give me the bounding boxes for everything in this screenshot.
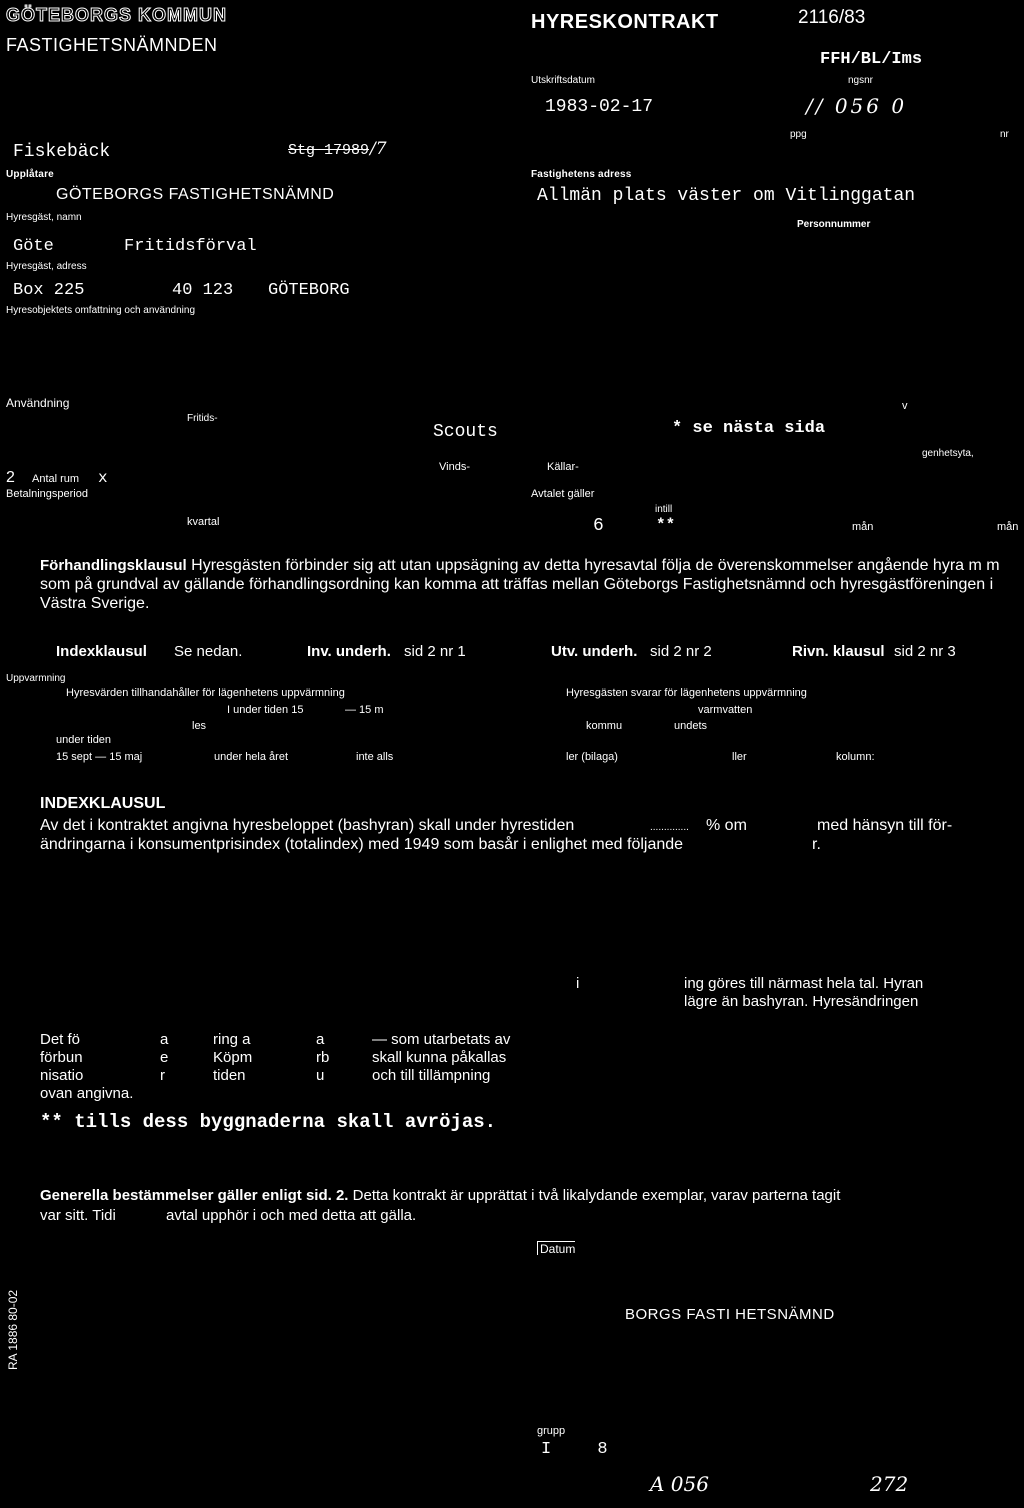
- index-col1-line: ovan angivna.: [40, 1085, 134, 1102]
- usage-scouts: Scouts: [433, 422, 498, 442]
- rooms-label: Antal rum: [32, 473, 80, 485]
- index-col1-line: nisatio: [40, 1067, 84, 1084]
- heating-whole-year: under hela året: [214, 751, 288, 763]
- vinds-label: Vinds-: [439, 461, 470, 473]
- handwritten-code-b: 272: [870, 1472, 909, 1496]
- tenant-name-first: Göte: [13, 237, 54, 256]
- heating-ller: ller: [732, 751, 747, 763]
- index-col5-line: skall kunna påkallas: [372, 1049, 507, 1066]
- handwritten-number: // 056 0: [806, 94, 908, 118]
- rivn-label: Rivn. klausul: [792, 643, 885, 660]
- heating-tenant: Hyresgästen svarar för lägenhetens uppvärmning: [566, 687, 807, 699]
- org-name: GÖTEBORGS KOMMUN: [6, 5, 227, 25]
- usage-note: * se nästa sida: [672, 419, 826, 438]
- heating-kommu: kommu: [586, 720, 623, 732]
- index-col5: [372, 1031, 510, 1085]
- heating-kolumn: kolumn:: [836, 751, 875, 763]
- index-col2: [160, 1031, 168, 1085]
- index-col5-line: och till tillämpning: [372, 1067, 491, 1084]
- months-stars: **: [656, 516, 676, 534]
- kvartal-label: kvartal: [187, 516, 220, 528]
- grupp-label: grupp: [537, 1425, 566, 1437]
- index-line1-a: Av det i kontraktet angivna hyresbeloppet (bashyran) skall under hyrestiden: [40, 817, 575, 834]
- intill-label: intill: [655, 504, 673, 515]
- index-clause-value: Se nedan.: [174, 643, 243, 660]
- index-fragment-i: i: [576, 975, 580, 992]
- general-text-a: Detta kontrakt är upprättat i två likalydande exemplar, varav parterna tagit: [352, 1187, 841, 1204]
- index-col4: [316, 1031, 329, 1085]
- index-clause-label: Indexklausul: [56, 643, 147, 660]
- index-col2-line: e: [160, 1049, 169, 1066]
- index-heading: INDEXKLAUSUL: [40, 795, 166, 812]
- index-dots: ..............: [650, 822, 689, 833]
- rivn-value: sid 2 nr 3: [894, 643, 956, 660]
- heating-under-tiden: under tiden: [56, 734, 112, 746]
- tenant-name-label: Hyresgäst, namn: [6, 212, 82, 223]
- negotiation-clause: [40, 556, 1018, 613]
- heating-not-at-all: inte alls: [356, 751, 394, 763]
- heating-bilaga: ler (bilaga): [566, 751, 618, 763]
- index-line1-b: % om: [706, 817, 747, 834]
- fritids-label: Fritids-: [187, 413, 218, 424]
- heating-les: les: [192, 720, 207, 732]
- index-col1-line: Det fö: [40, 1031, 81, 1048]
- general-label: Generella bestämmelser gäller enligt sid. 2.: [40, 1187, 349, 1204]
- tenant-zip: 40 123: [172, 281, 234, 300]
- heating-undets: undets: [674, 720, 708, 732]
- index-line2-b: r.: [812, 836, 821, 853]
- inv-value: sid 2 nr 1: [404, 643, 466, 660]
- index-col3-line: Köpm: [213, 1049, 253, 1066]
- general-line1: [40, 1188, 840, 1203]
- print-date-label: Utskriftsdatum: [531, 75, 595, 86]
- signatory: BORGS FASTI HETSNÄMND: [625, 1306, 835, 1323]
- document-title: HYRESKONTRAKT: [531, 11, 719, 33]
- landlord-label: Upplåtare: [6, 169, 54, 180]
- datum-label: Datum: [537, 1241, 575, 1255]
- heating-period: 15 sept — 15 maj: [56, 751, 143, 763]
- struck-text: Stg 17989: [288, 142, 370, 159]
- heating-under-tiden-mid: I under tiden 15: [227, 704, 304, 716]
- index-col4-line: a: [316, 1031, 325, 1048]
- heating-varmvatten: varmvatten: [698, 704, 753, 716]
- typed-note: ** tills dess byggnaderna skall avröjas.: [40, 1111, 497, 1133]
- inv-label: Inv. underh.: [307, 643, 391, 660]
- tenant-city: GÖTEBORG: [268, 281, 350, 300]
- index-line2-a: ändringarna i konsumentprisindex (totalindex) med 1949 som basår i enlighet med följande: [40, 836, 684, 853]
- tenant-box: Box 225: [13, 281, 85, 300]
- index-col2-line: r: [160, 1067, 165, 1084]
- general-text-b: var sitt. Tidi: [40, 1207, 116, 1224]
- org-department: FASTIGHETSNÄMNDEN: [6, 35, 218, 55]
- index-line1-c: med hänsyn till för-: [817, 817, 953, 834]
- general-text-c: avtal upphör i och med detta att gälla.: [166, 1207, 417, 1224]
- reference-code: FFH/BL/Ims: [820, 50, 923, 69]
- valid-label: Avtalet gäller: [531, 488, 595, 500]
- usage-label: Användning: [6, 396, 70, 410]
- heating-label: Uppvarmning: [6, 673, 66, 684]
- personnummer-label: Personnummer: [797, 219, 871, 230]
- index-col3-line: tiden: [213, 1067, 246, 1084]
- print-date: 1983-02-17: [545, 97, 654, 117]
- months-value: 6: [593, 516, 604, 536]
- index-col3: [213, 1031, 252, 1085]
- index-fragment-a: ing göres till närmast hela tal. Hyran: [684, 975, 924, 992]
- utv-label: Utv. underh.: [551, 643, 638, 660]
- index-col4-line: u: [316, 1067, 325, 1084]
- struck-mark: /7: [370, 139, 387, 159]
- document-number: 2116/83: [798, 7, 866, 28]
- kallar-label: Källar-: [547, 461, 579, 473]
- index-fragment-b: lägre än bashyran. Hyresändringen: [684, 993, 919, 1010]
- period-label: Betalningsperiod: [6, 488, 88, 500]
- area-label: genhetsyta,: [922, 448, 974, 459]
- form-code: RA 1886 80-02: [6, 1289, 20, 1370]
- heating-landlord: Hyresvärden tillhandahåller för lägenhetens uppvärmning: [66, 687, 345, 699]
- index-col5-line: — som utarbetats av: [372, 1031, 511, 1048]
- negotiation-text: Hyresgästen förbinder sig att utan uppsägning av detta hyresavtal följa de överenskommelser angående hyra m m som på grundval av gällande förhandlingsordning kan komma att träffas mellan Göteborgs Fastighetsnämnd och hyresgästföreningen i Västra Sverige.: [40, 557, 1000, 612]
- index-col4-line: rb: [316, 1049, 330, 1066]
- index-col2-line: a: [160, 1031, 169, 1048]
- grupp-values: I 8: [541, 1440, 626, 1459]
- nr-label: nr: [1000, 129, 1009, 140]
- tenant-name-second: Fritidsförval: [124, 237, 257, 256]
- object-label: Hyresobjektets omfattning och användning: [6, 305, 196, 316]
- tenant-address-label: Hyresgäst, adress: [6, 261, 87, 272]
- landlord-name: GÖTEBORGS FASTIGHETSNÄMND: [56, 186, 335, 203]
- rooms-number: 2: [6, 469, 15, 486]
- utv-value: sid 2 nr 2: [650, 643, 712, 660]
- negotiation-label: Förhandlingsklausul: [40, 557, 187, 574]
- index-col1: [40, 1031, 133, 1103]
- months-unit-1: mån: [852, 521, 874, 533]
- ngsnr-label: ngsnr: [848, 75, 874, 86]
- rooms-x: x: [98, 469, 108, 487]
- handwritten-code-a: A 056: [650, 1472, 709, 1496]
- index-col1-line: förbun: [40, 1049, 83, 1066]
- months-unit-2: mån: [997, 521, 1019, 533]
- area-name: Fiskebäck: [13, 142, 111, 162]
- property-address-label: Fastighetens adress: [531, 169, 632, 180]
- property-address: Allmän plats väster om Vitlinggatan: [537, 186, 916, 206]
- ppg-label: ppg: [790, 129, 807, 140]
- heating-dash-15m: — 15 m: [345, 704, 384, 716]
- v-fragment: v: [902, 400, 908, 412]
- index-col3-line: ring a: [213, 1031, 251, 1048]
